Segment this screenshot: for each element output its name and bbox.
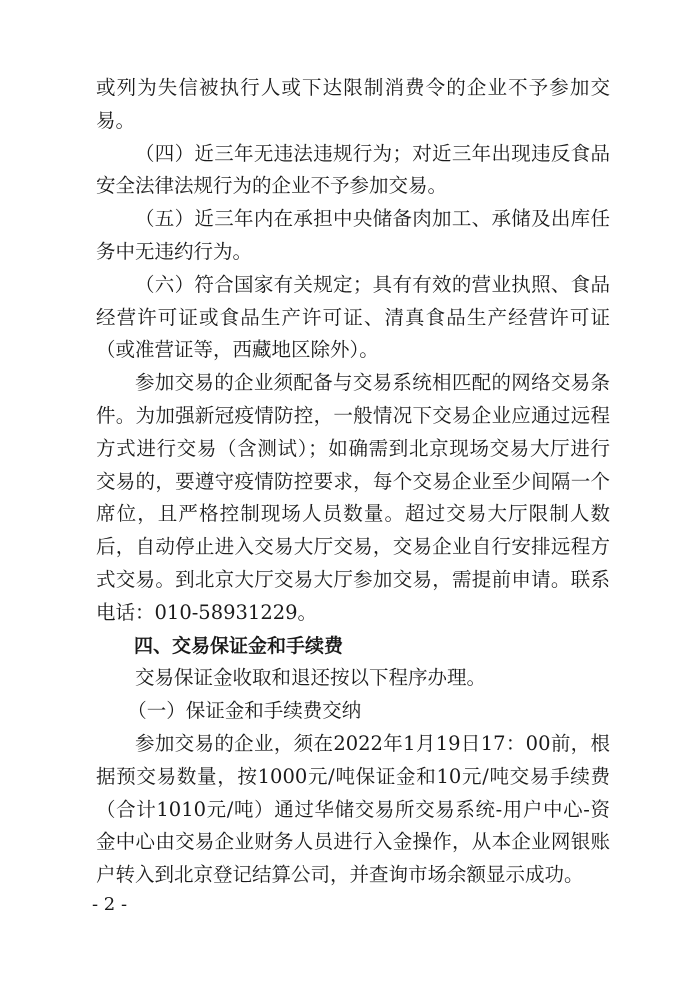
paragraph-item-four: （四）近三年无违法违规行为；对近三年出现违反食品安全法律法规行为的企业不予参加交易。 [96,141,610,198]
page-number: - 2 - [92,894,128,915]
paragraph-network-conditions: 参加交易的企业须配备与交易系统相匹配的网络交易条件。为加强新冠疫情防控，一般情况下交易企业应通过远程方式进行交易（含测试）；如确需到北京现场交易大厅进行交易的，要遵守疫情防控要求，每个交易企业至少间隔一个席位，且严格控制现场人员数量。超过交易大厅限制人数后，自动停止进入交易大厅交易，交易企业自行安排远程方式交易。到北京大厅交易大厅参加交易，需提前申请。联系电话：010-58931229。 [96,371,610,624]
paragraph-deposit-procedure: 交易保证金收取和退还按以下程序办理。 [135,666,487,690]
paragraph-continuation: 或列为失信被执行人或下达限制消费令的企业不予参加交易。 [96,76,610,132]
paragraph-item-six: （六）符合国家有关规定；具有有效的营业执照、食品经营许可证或食品生产许可证、清真食品生产经营许可证（或准营证等，西藏地区除外）。 [96,272,610,362]
paragraph-item-five: （五）近三年内在承担中央储备肉加工、承储及出库任务中无违约行为。 [96,207,610,263]
subheading-deposit-payment: （一）保证金和手续费交纳 [127,699,362,723]
paragraph-deposit-details: 参加交易的企业，须在2022年1月19日17：00前，根据预交易数量，按1000元/吨保证金和10元/吨交易手续费（合计1010元/吨）通过华储交易所交易系统-用户中心-资金中心由交易企业财务人员进行入金操作，从本企业网银账户转入到北京登记结算公司，并查询市场余额显示成功。 [96,731,610,887]
document-body [96,72,610,892]
section-heading-deposit-fees: 四、交易保证金和手续费 [134,634,344,657]
